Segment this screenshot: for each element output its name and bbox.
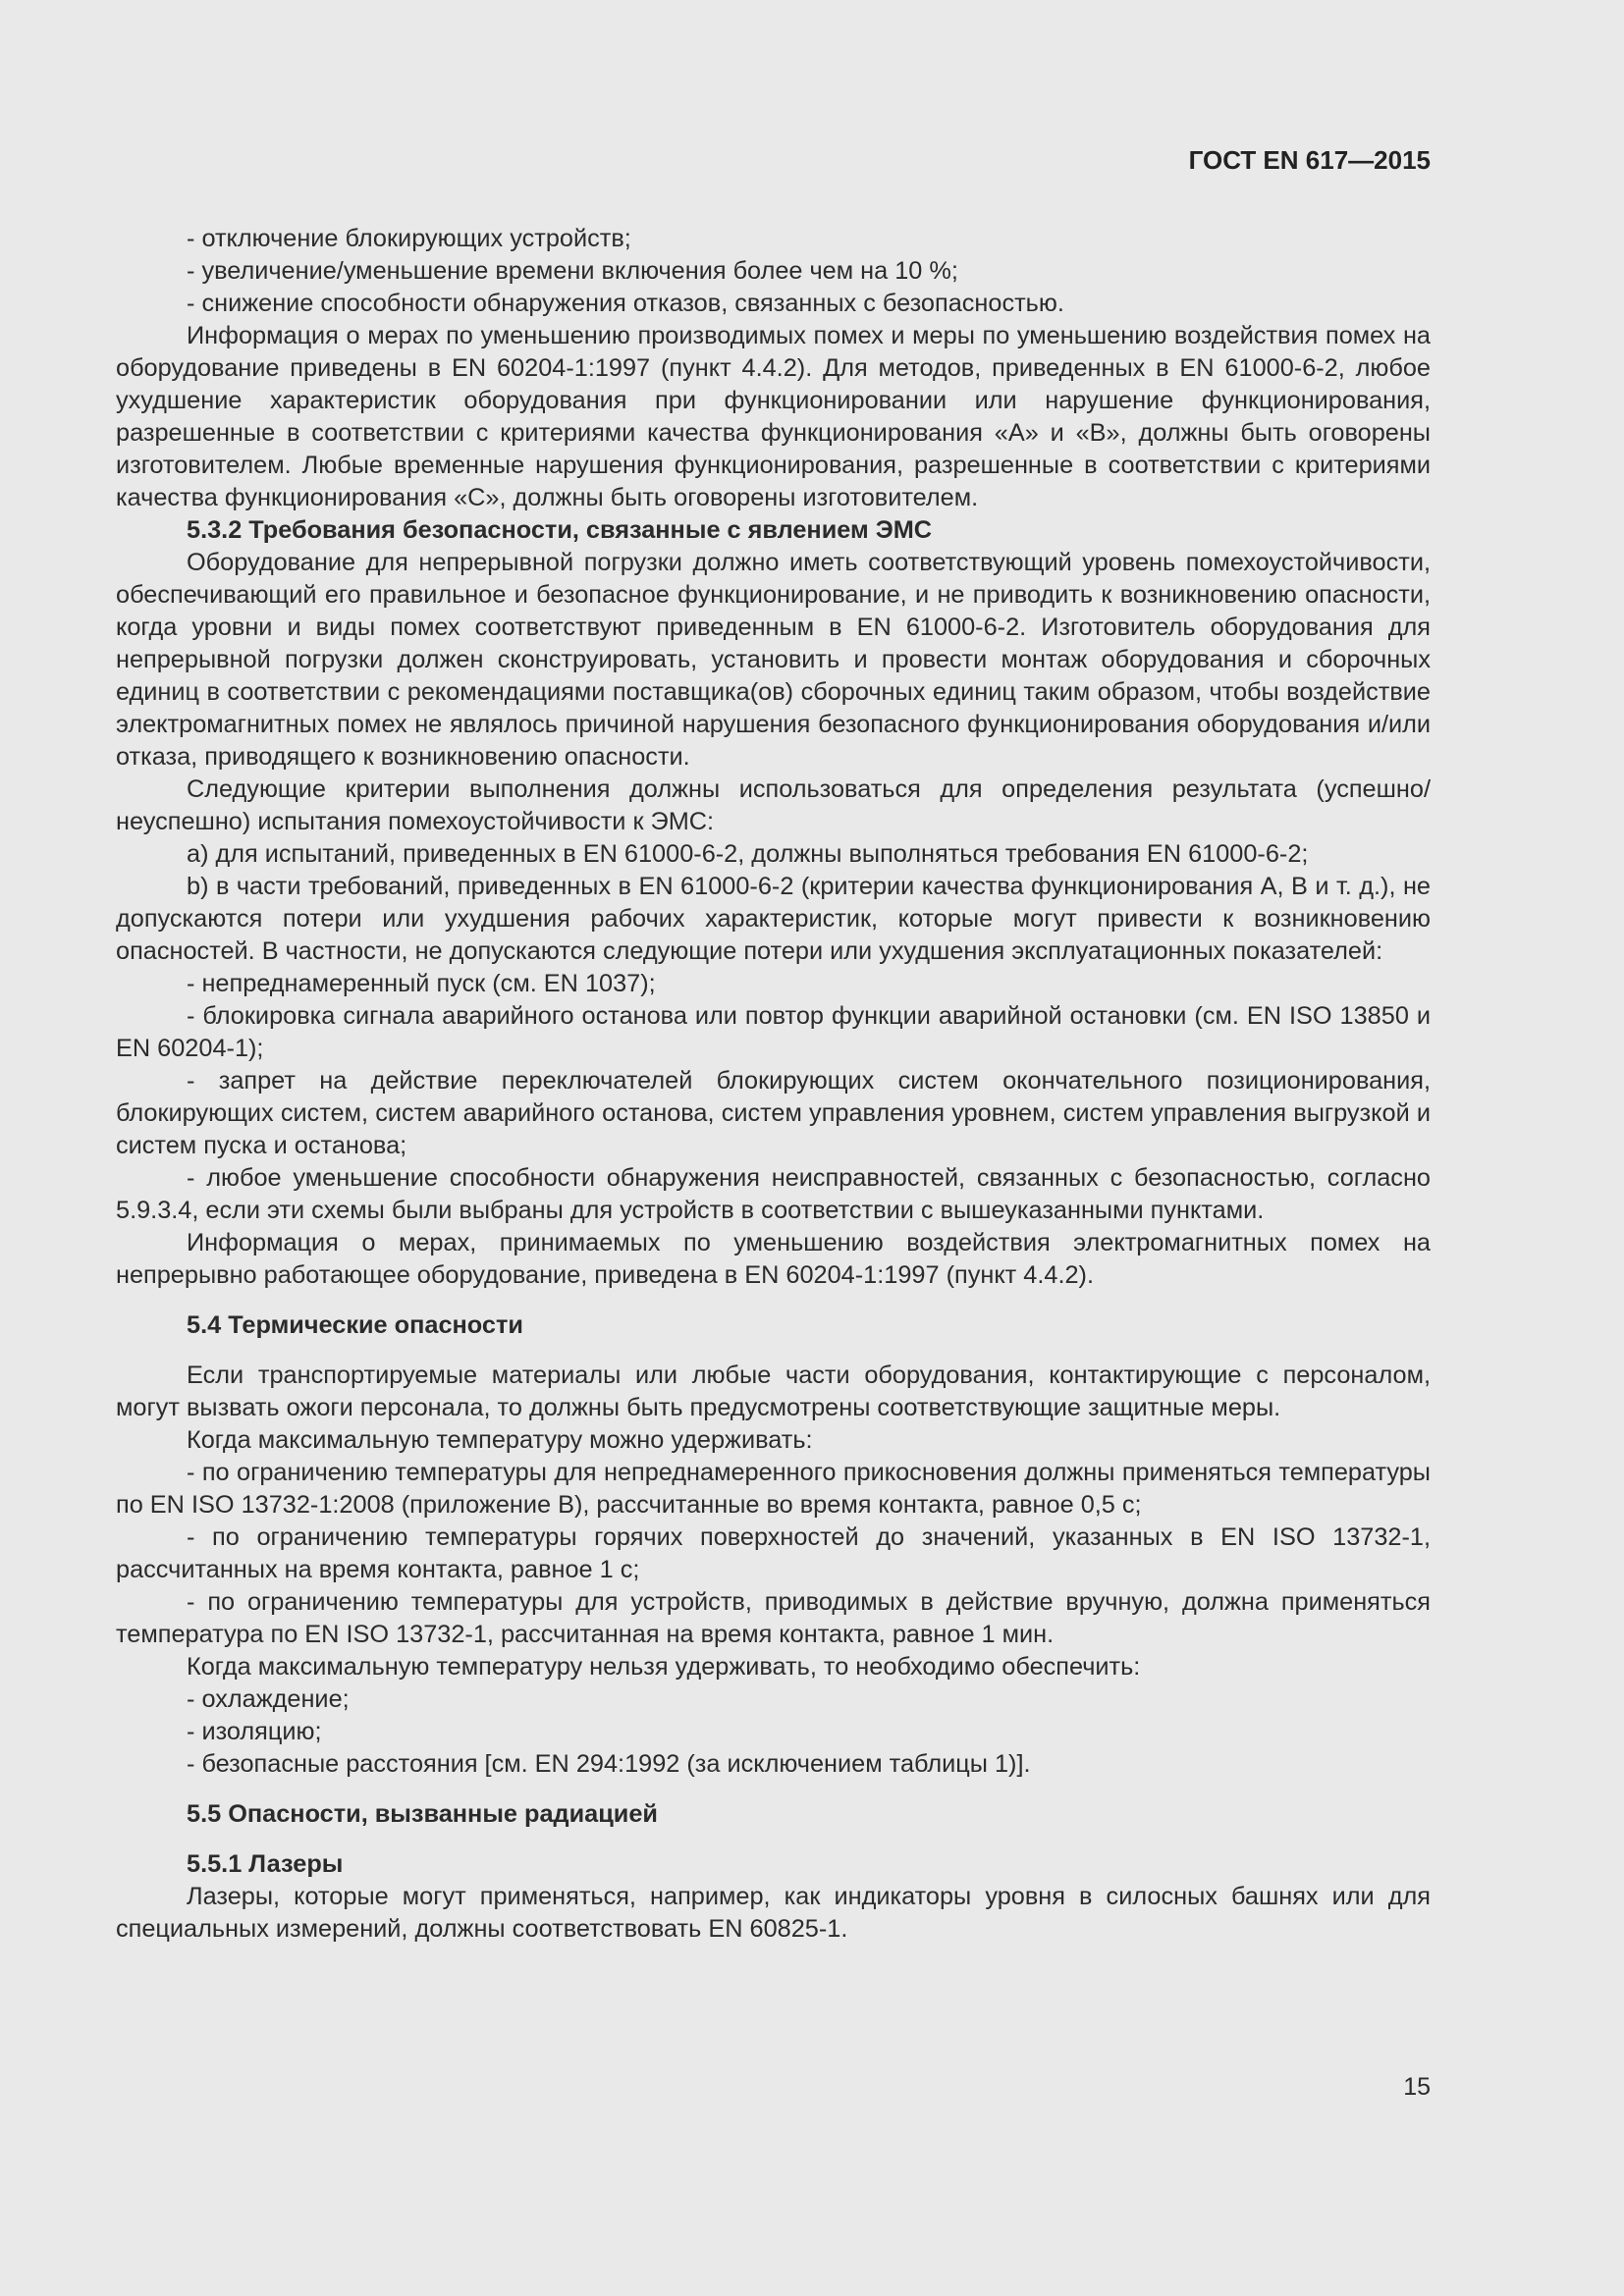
list-item: a) для испытаний, приведенных в EN 61000-6-2, должны выполняться требования EN 61000-6-2;: [187, 840, 1309, 868]
list-item: - изоляцию;: [187, 1718, 322, 1745]
list-item: - запрет на действие переключателей блокирующих систем окончательного позиционирования, блокирующих систем, систем аварийного останова, систем управления уровнем, систем управления выгрузкой и систем пуска и останова;: [116, 1067, 1431, 1159]
list-item: - блокировка сигнала аварийного останова или повтор функции аварийной остановки (см. EN ISO 13850 и EN 60204-1);: [116, 1002, 1431, 1062]
list-item: - непреднамеренный пуск (см. EN 1037);: [187, 970, 656, 997]
subsection-heading: 5.5.1 Лазеры: [187, 1850, 344, 1878]
paragraph: Оборудование для непрерывной погрузки должно иметь соответствующий уровень помехоустойчивости, обеспечивающий его правильное и безопасное функционирование, и не приводить к возникновению опасности, когда уровни и виды помех соответствуют приведенным в EN 61000-6-2. Изготовитель оборудования для непрерывной погрузки должен сконструировать, установить и провести монтаж оборудования и сборочных единиц в соответствии с рекомендациями поставщика(ов) сборочных единиц таким образом, чтобы воздействие электромагнитных помех не являлось причиной нарушения безопасного функционирования оборудования и/или отказа, приводящего к возникновению опасности.: [116, 549, 1431, 771]
section-heading: 5.3.2 Требования безопасности, связанные с явлением ЭМС: [187, 516, 933, 544]
paragraph: Когда максимальную температуру можно удерживать:: [187, 1426, 813, 1454]
list-item: - охлаждение;: [187, 1685, 350, 1713]
paragraph: Информация о мерах, принимаемых по уменьшению воздействия электромагнитных помех на непрерывно работающее оборудование, приведена в EN 60204-1:1997 (пункт 4.4.2).: [116, 1229, 1431, 1289]
list-item: - по ограничению температуры для непреднамеренного прикосновения должны применяться температуры по EN ISO 13732-1:2008 (приложение В), рассчитанные во время контакта, равное 0,5 с;: [116, 1459, 1431, 1519]
list-item: - любое уменьшение способности обнаружения неисправностей, связанных с безопасностью, согласно 5.9.3.4, если эти схемы были выбраны для устройств в соответствии с вышеуказанными пунктами.: [116, 1164, 1431, 1224]
paragraph: Информация о мерах по уменьшению производимых помех и меры по уменьшению воздействия помех на оборудование приведены в EN 60204-1:1997 (пункт 4.4.2). Для методов, приведенных в EN 61000-6-2, любое ухудшение характеристик оборудования при функционировании или нарушение функционирования, разрешенные в соответствии с критериями качества функционирования «А» и «В», должны быть оговорены изготовителем. Любые временные нарушения функционирования, разрешенные в соответствии с критериями качества функционирования «С», должны быть оговорены изготовителем.: [116, 322, 1431, 511]
paragraph: Когда максимальную температуру нельзя удерживать, то необходимо обеспечить:: [187, 1653, 1141, 1681]
list-item: - по ограничению температуры для устройств, приводимых в действие вручную, должна применяться температура по EN ISO 13732-1, рассчитанная на время контакта, равное 1 мин.: [116, 1588, 1431, 1648]
section-heading: 5.5 Опасности, вызванные радиацией: [187, 1800, 658, 1828]
paragraph: Лазеры, которые могут применяться, например, как индикаторы уровня в силосных башнях или для специальных измерений, должны соответствовать EN 60825-1.: [116, 1883, 1431, 1943]
paragraph: Если транспортируемые материалы или любые части оборудования, контактирующие с персоналом, могут вызвать ожоги персонала, то должны быть предусмотрены соответствующие защитные меры.: [116, 1362, 1431, 1421]
section-heading: 5.4 Термические опасности: [187, 1311, 523, 1339]
list-item: b) в части требований, приведенных в EN 61000-6-2 (критерии качества функционирования А, В и т. д.), не допускаются потери или ухудшения рабочих характеристик, которые могут привести к возникновению опасностей. В частности, не допускаются следующие потери или ухудшения эксплуатационных показателей:: [116, 873, 1431, 965]
list-item: - отключение блокирующих устройств;: [187, 225, 631, 252]
list-item: - увеличение/уменьшение времени включения более чем на 10 %;: [187, 257, 958, 285]
document-header: ГОСТ EN 617—2015: [1188, 145, 1431, 175]
document-body: [116, 223, 1431, 1946]
list-item: - снижение способности обнаружения отказов, связанных с безопасностью.: [187, 290, 1064, 317]
paragraph: Следующие критерии выполнения должны использоваться для определения результата (успешно/неуспешно) испытания помехоустойчивости к ЭМС:: [116, 775, 1431, 835]
list-item: - безопасные расстояния [см. EN 294:1992 (за исключением таблицы 1)].: [187, 1750, 1031, 1778]
page-number: 15: [1403, 2073, 1431, 2101]
list-item: - по ограничению температуры горячих поверхностей до значений, указанных в EN ISO 13732-1, рассчитанных на время контакта, равное 1 с;: [116, 1523, 1431, 1583]
